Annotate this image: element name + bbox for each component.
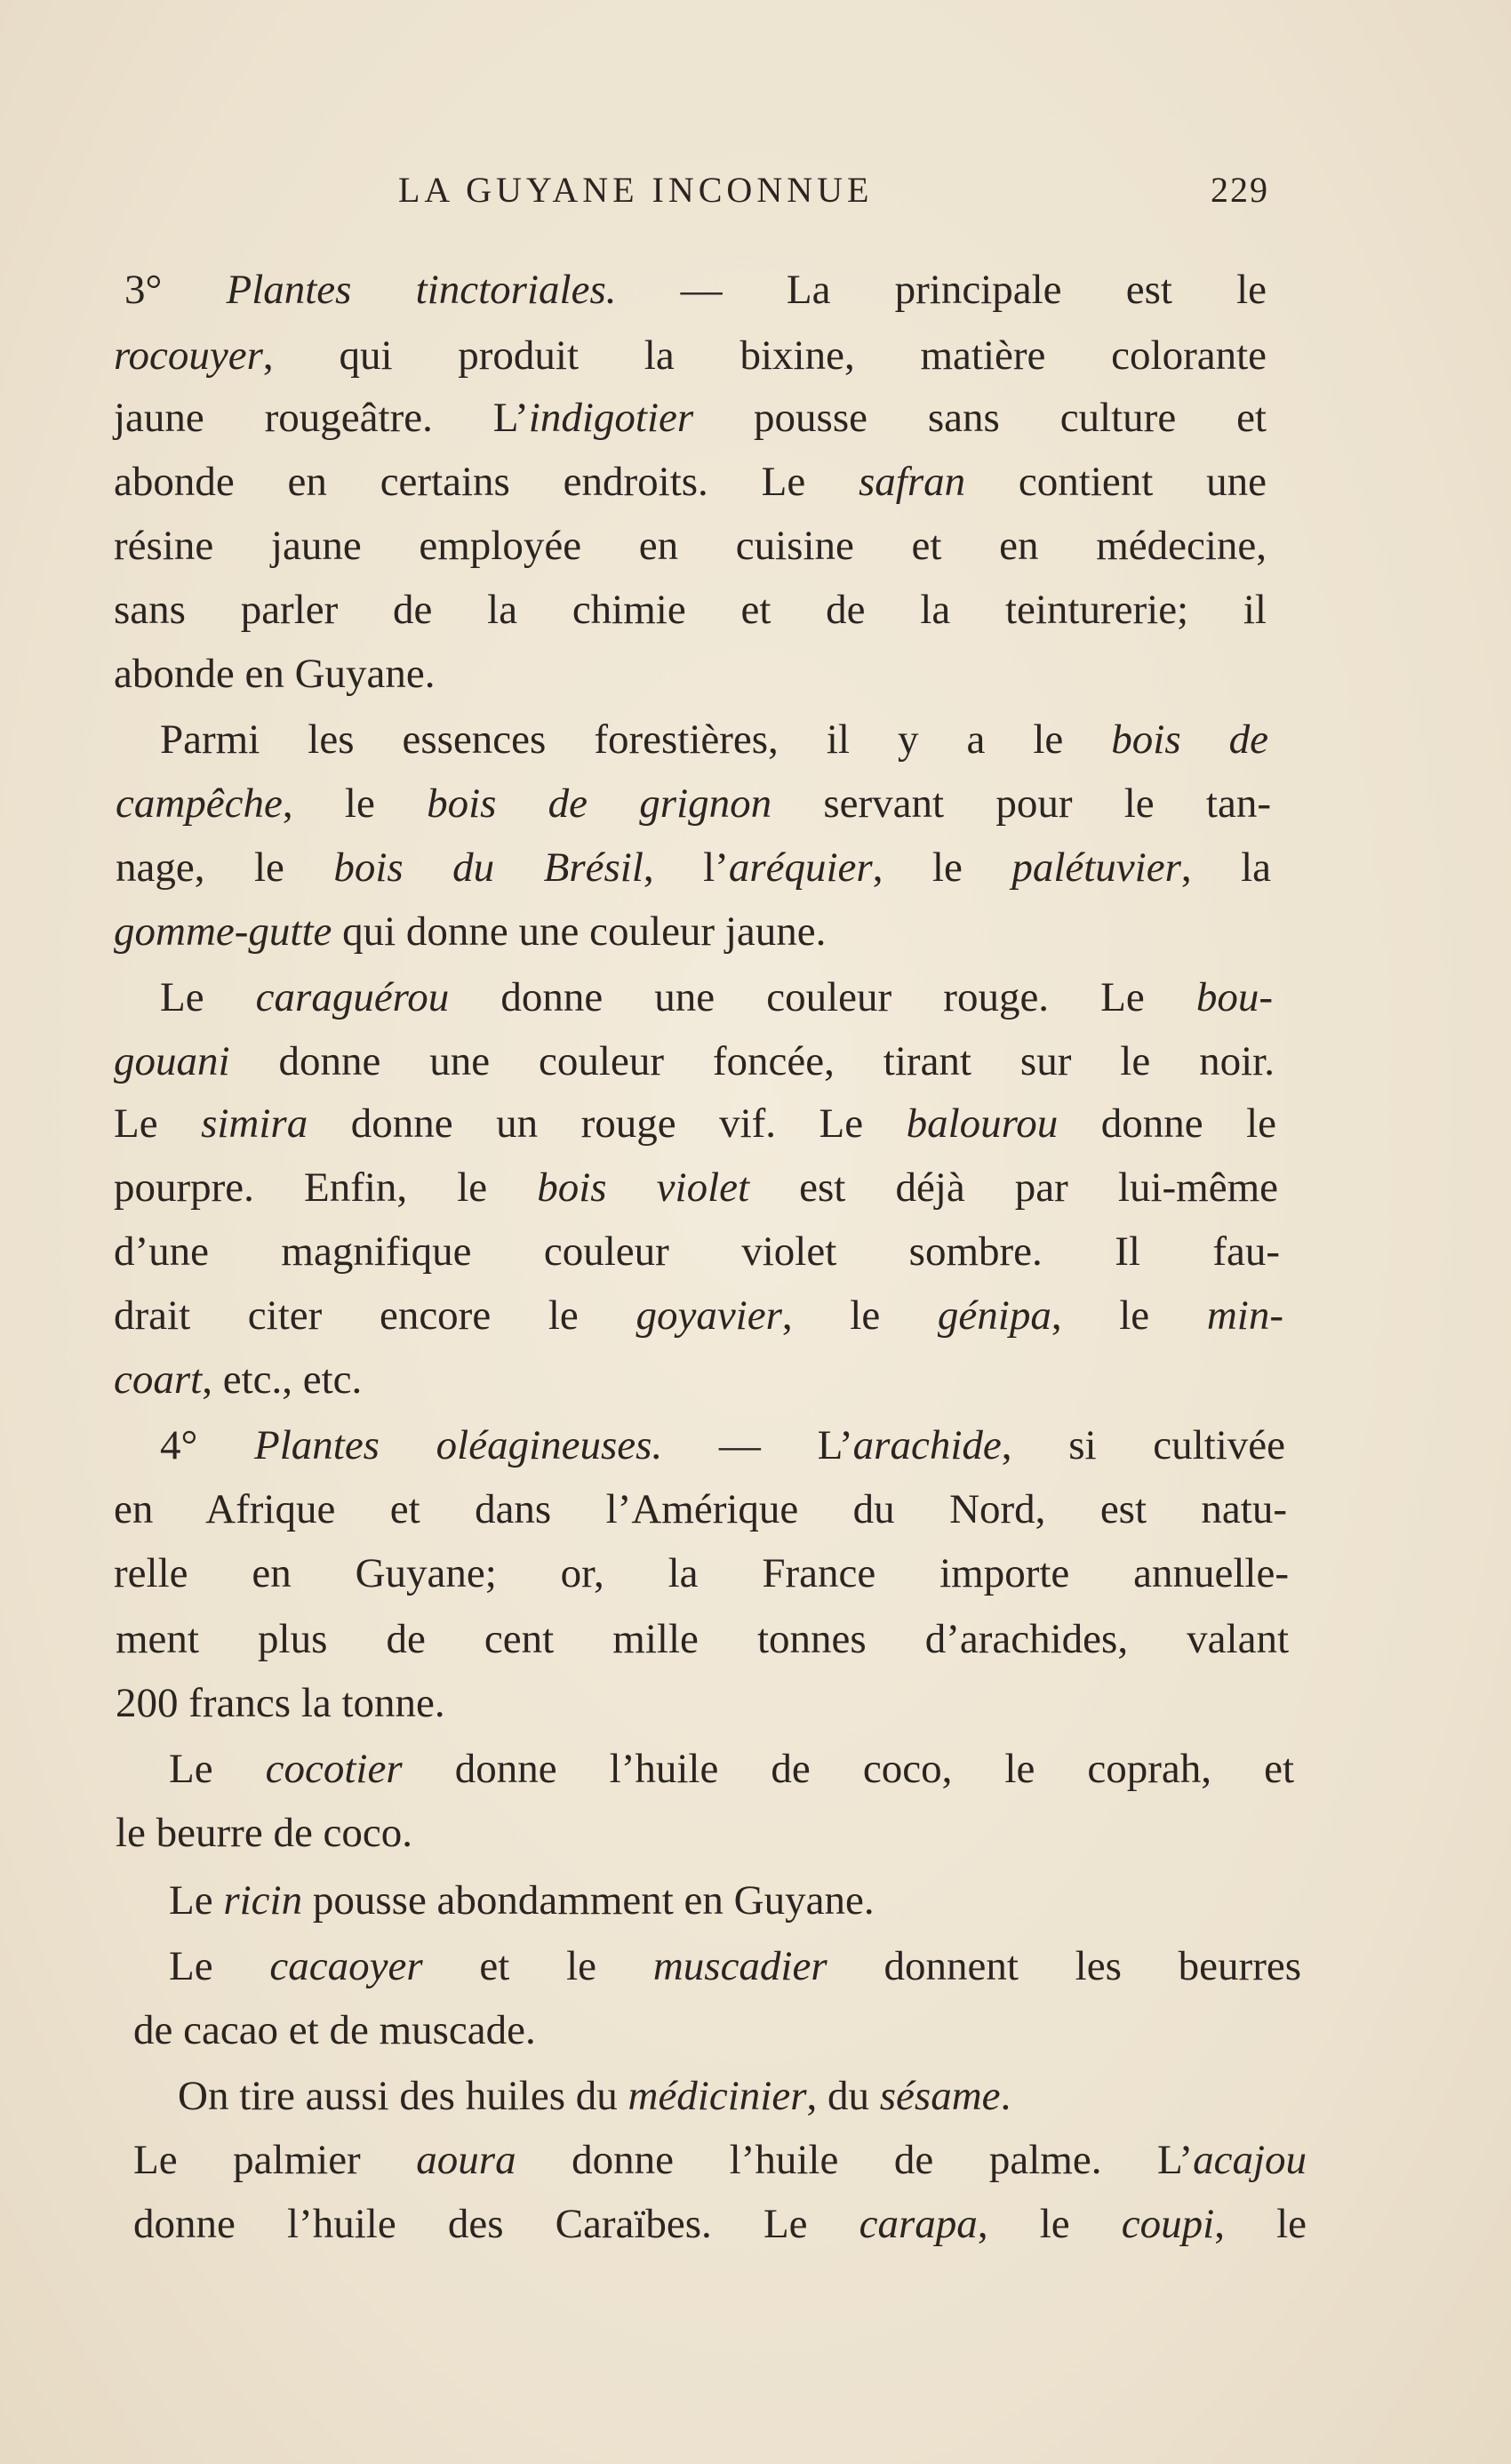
text-run: est déjà par lui-même (749, 1164, 1278, 1211)
italic-term: bois violet (537, 1164, 750, 1211)
text-run: , le (1051, 1292, 1207, 1339)
italic-term: Plantes tinctoriales. (226, 267, 617, 313)
italic-term: simira (201, 1100, 308, 1147)
text-run: pourpre. Enfin, le (114, 1164, 538, 1211)
text-line (160, 708, 1268, 772)
text-run: On tire aussi des huiles du (178, 2073, 628, 2119)
text-run: donne l’huile de coco, le coprah, et (402, 1746, 1295, 1792)
italic-term: indigotier (528, 395, 694, 441)
text-run: , le (282, 780, 428, 827)
text-run: drait citer encore le (114, 1292, 636, 1339)
text-run: Le (160, 974, 256, 1020)
italic-term: gomme-gutte (114, 908, 332, 955)
italic-term: bois de (1111, 716, 1269, 763)
text-run: donne une couleur foncée, tirant sur le noir. (229, 1038, 1275, 1084)
text-run: , etc., etc. (202, 1356, 363, 1403)
text-run: relle en Guyane; or, la France importe annuelle- (114, 1550, 1289, 1596)
text-run: donne un rouge vif. Le (308, 1100, 907, 1147)
text-run: donne une couleur rouge. Le (449, 974, 1196, 1020)
text-run: , la (1180, 844, 1272, 891)
text-run: , le (872, 844, 1012, 891)
text-run: donne l’huile de palme. L’ (516, 2137, 1194, 2183)
text-run: Le (114, 1100, 202, 1147)
italic-term: campêche (116, 780, 283, 827)
text-run: Le palmier (133, 2137, 417, 2183)
text-line (114, 514, 1267, 578)
italic-term: sésame (879, 2073, 1001, 2119)
text-run: donnent les beurres (827, 1943, 1301, 1989)
italic-term: coart (114, 1356, 203, 1403)
text-run: ment plus de cent mille tonnes d’arachides, valant (116, 1616, 1289, 1662)
text-run: — L’ (662, 1422, 853, 1468)
text-run: de cacao et de muscade. (133, 2007, 536, 2053)
text-run: . (1000, 2073, 1011, 2119)
italic-term: balourou (906, 1100, 1059, 1147)
text-run: , le (1214, 2201, 1307, 2247)
text-line (114, 1284, 1283, 1348)
italic-term: arachide (852, 1422, 1002, 1468)
text-line (114, 1029, 1275, 1093)
text-run: , l’ (643, 844, 729, 891)
text-line (133, 2128, 1307, 2192)
text-run: , le (781, 1292, 938, 1339)
italic-term: min- (1206, 1292, 1283, 1339)
text-run: le beurre de coco. (116, 1810, 413, 1856)
text-line (116, 1607, 1289, 1671)
text-run: , le (977, 2201, 1122, 2247)
text-run: résine jaune employée en cuisine et en médecine, (114, 523, 1267, 569)
italic-term: carapa (859, 2201, 978, 2247)
italic-term: aréquier (728, 844, 873, 891)
text-run: 200 francs la tonne. (116, 1680, 445, 1726)
italic-term: goyavier (636, 1292, 782, 1339)
text-line (133, 2192, 1307, 2256)
italic-term: Plantes oléagineuses. (254, 1422, 663, 1468)
running-title: LA GUYANE INCONNUE (398, 170, 874, 210)
text-line (114, 900, 826, 964)
text-line (178, 2064, 1011, 2128)
text-line (124, 258, 1267, 322)
italic-term: cocotier (265, 1746, 403, 1792)
italic-term: bois du Brésil (333, 844, 644, 891)
italic-term: ricin (223, 1877, 303, 1924)
text-line (116, 1801, 412, 1865)
text-line (169, 1868, 875, 1932)
italic-term: palétuvier (1011, 844, 1181, 891)
text-run: d’une magnifique couleur violet sombre. Il fau- (114, 1228, 1280, 1275)
text-line (160, 965, 1273, 1029)
text-line (114, 578, 1267, 642)
italic-term: aoura (416, 2137, 516, 2183)
text-run: , du (806, 2073, 880, 2119)
italic-term: acajou (1193, 2137, 1307, 2183)
text-run: et le (422, 1943, 653, 1989)
text-run: 3° (124, 267, 227, 313)
text-run: qui donne une couleur jaune. (332, 908, 827, 955)
text-line (116, 1671, 445, 1735)
text-run: contient une (965, 459, 1267, 505)
italic-term: médicinier (628, 2073, 807, 2119)
text-line (114, 1541, 1289, 1605)
text-run: en Afrique et dans l’Amérique du Nord, est natu- (114, 1486, 1287, 1532)
text-run: Le (169, 1746, 266, 1792)
text-run: nage, le (116, 844, 334, 891)
text-line (114, 324, 1267, 388)
italic-term: caraguérou (255, 974, 450, 1020)
text-run: donne le (1058, 1100, 1277, 1147)
text-line (114, 1477, 1287, 1541)
text-line (114, 1348, 362, 1412)
text-run: 4° (160, 1422, 254, 1468)
italic-term: gouani (114, 1038, 230, 1084)
text-line (169, 1934, 1301, 1998)
text-run: donne l’huile des Caraïbes. Le (133, 2201, 859, 2247)
page-number: 229 (1211, 170, 1269, 210)
text-line (114, 450, 1267, 514)
italic-term: rocouyer (114, 332, 263, 379)
text-line (114, 642, 436, 706)
text-run: servant pour le tan- (771, 780, 1271, 827)
text-run: , qui produit la bixine, matière colorante (262, 332, 1267, 379)
text-run: abonde en Guyane. (114, 651, 436, 697)
text-line (114, 386, 1267, 450)
text-line (116, 836, 1271, 900)
text-run: Parmi les essences forestières, il y a le (160, 716, 1112, 763)
text-line (160, 1413, 1285, 1477)
text-run: — La principale est le (616, 267, 1267, 313)
italic-term: safran (858, 459, 966, 505)
text-line (133, 1998, 536, 2062)
italic-term: coupi (1121, 2201, 1215, 2247)
text-run: sans parler de la chimie et de la teinturerie; il (114, 587, 1267, 633)
italic-term: bou- (1195, 974, 1273, 1020)
italic-term: muscadier (652, 1943, 827, 1989)
page-header (114, 169, 1269, 222)
text-line (114, 1220, 1280, 1284)
text-run: , si cultivée (1001, 1422, 1286, 1468)
text-run: pousse sans culture et (693, 395, 1267, 441)
text-run: jaune rougeâtre. L’ (114, 395, 529, 441)
text-line (116, 772, 1271, 836)
italic-term: cacaoyer (269, 1943, 423, 1989)
text-run: Le (169, 1877, 224, 1924)
text-run: abonde en certains endroits. Le (114, 459, 859, 505)
text-run: pousse abondamment en Guyane. (302, 1877, 875, 1924)
text-line (114, 1156, 1278, 1220)
italic-term: bois de grignon (427, 780, 772, 827)
text-run: Le (169, 1943, 270, 1989)
text-line (169, 1737, 1294, 1801)
italic-term: génipa (937, 1292, 1051, 1339)
text-line (114, 1092, 1276, 1156)
